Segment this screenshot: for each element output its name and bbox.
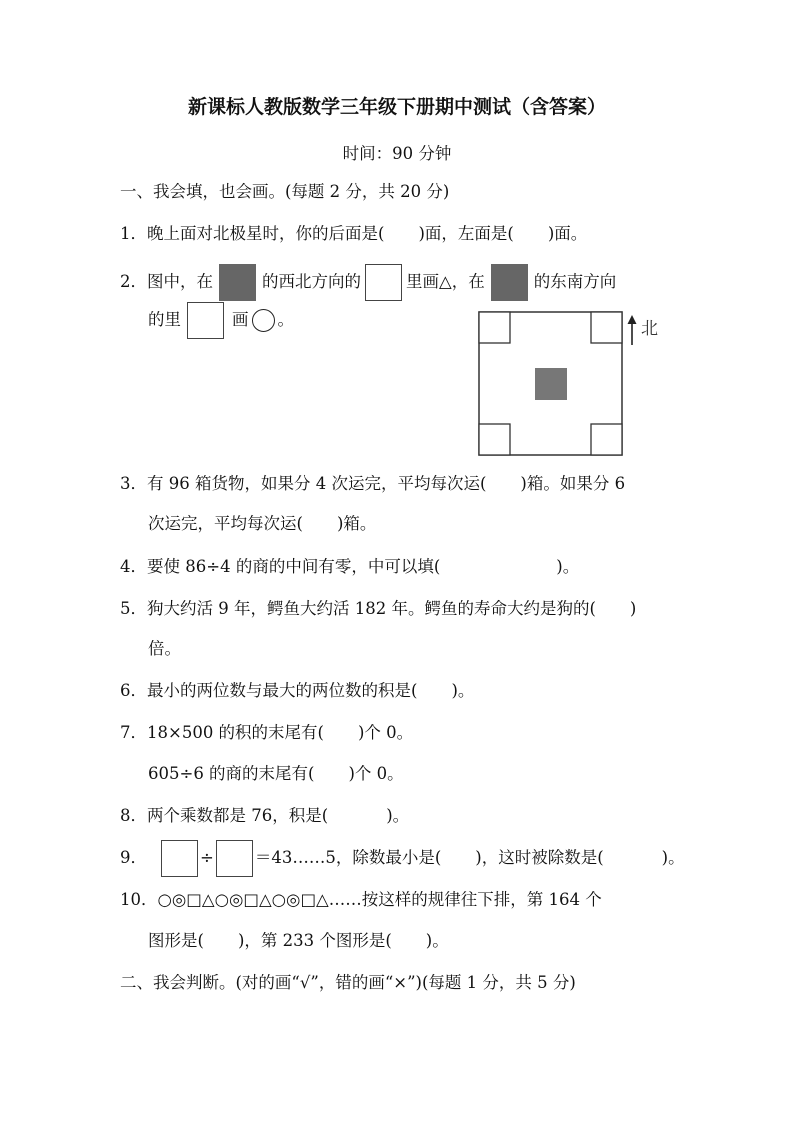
direction-diagram [478,311,668,459]
circle-icon [252,309,275,332]
empty-square-icon [365,264,402,301]
question-3-cont: 次运完，平均每次运( )箱。 [148,514,377,533]
question-number: 2． [120,272,147,291]
question-number: 6． [120,681,147,700]
divisor-box[interactable] [216,840,253,877]
question-5-cont: 倍。 [148,639,181,658]
question-number: 5． [120,599,147,618]
question-2: 2．图中，在 的西北方向的 里画△，在 的东南方向 [120,262,616,302]
empty-square-icon [187,302,224,339]
question-1: 1．晚上面对北极星时，你的后面是( )面，左面是( )面。 [120,224,588,243]
section-2-heading: 二、我会判断。(对的画“√”，错的画“×”)(每题 1 分，共 5 分) [120,973,576,992]
question-6: 6．最小的两位数与最大的两位数的积是( )。 [120,681,475,700]
center-gray-square [535,368,567,400]
section-1-heading: 一、我会填，也会画。(每题 2 分，共 20 分) [120,182,450,201]
question-number: 10． [120,890,158,909]
gray-square-icon [219,264,256,301]
question-number: 4． [120,557,147,576]
question-10-cont: 图形是( )，第 233 个图形是( )。 [148,931,449,950]
question-4: 4．要使 86÷4 的商的中间有零，中可以填( )。 [120,557,580,576]
question-number: 7． [120,723,147,742]
question-number: 3． [120,474,147,493]
question-2-cont: 的里 画 。 [148,300,294,340]
question-8: 8．两个乘数都是 76，积是( )。 [120,806,410,825]
dividend-box[interactable] [161,840,198,877]
question-10: 10．○◎□△○◎□△○◎□△……按这样的规律往下排，第 164 个 [120,890,602,909]
corner-box-southwest [479,424,510,455]
gray-square-icon [491,264,528,301]
question-number: 9． [120,848,147,867]
page-title: 新课标人教版数学三年级下册期中测试（含答案） [187,96,606,118]
north-arrowhead-icon [628,315,637,324]
question-9: 9． ÷ ＝43……5，除数最小是( )，这时被除数是( )。 [120,838,685,878]
question-5: 5．狗大约活 9 年，鳄鱼大约活 182 年。鳄鱼的寿命大约是狗的( ) [120,599,637,618]
corner-box-northwest [479,312,510,343]
exam-time: 时间：90 分钟 [342,144,452,163]
question-number: 1． [120,224,147,243]
question-3: 3．有 96 箱货物，如果分 4 次运完，平均每次运( )箱。如果分 6 [120,474,626,493]
corner-box-southeast [591,424,622,455]
question-7-cont: 605÷6 的商的末尾有( )个 0。 [148,764,404,783]
question-7: 7．18×500 的积的末尾有( )个 0。 [120,723,414,742]
north-label: 北 [641,319,658,339]
corner-box-northeast [591,312,622,343]
question-number: 8． [120,806,147,825]
